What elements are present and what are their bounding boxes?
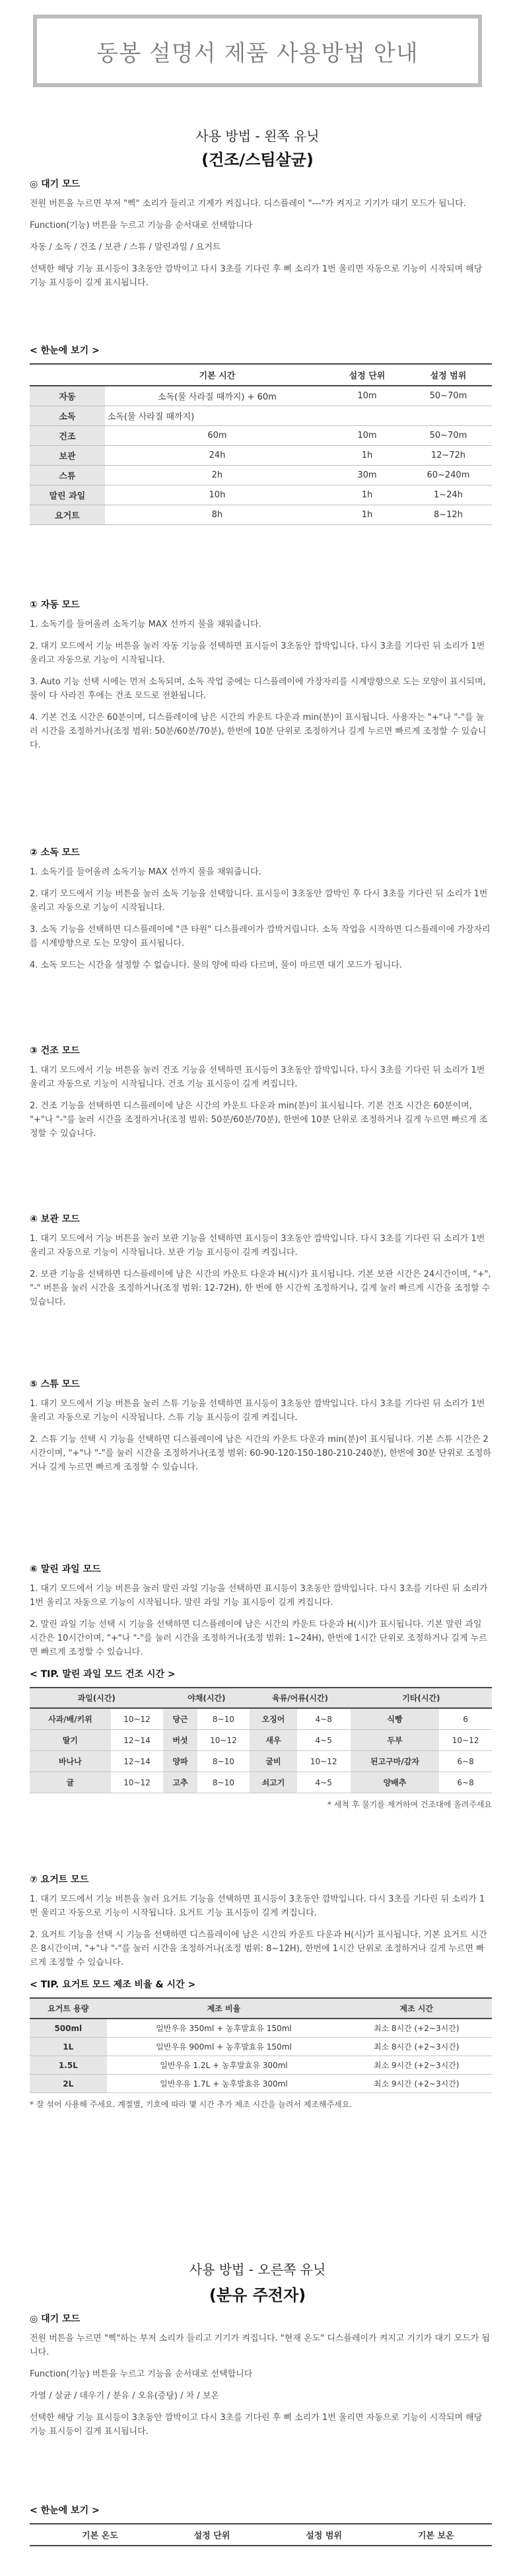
table-cell: 10~12 xyxy=(297,1751,351,1772)
table-row xyxy=(30,446,492,466)
section-heading: ③ 건조 모드 xyxy=(30,1046,80,1056)
table-cell: 오징어 xyxy=(250,1708,296,1730)
table-row xyxy=(30,505,492,525)
section-heading: ⑥ 말린 과일 모드 xyxy=(30,1564,101,1575)
paragraph: 선택한 해당 기능 표시등이 3초동안 깜박이고 다시 3초를 기다린 후 삐 소리가 1번 울리면 자동으로 기능이 시작되며 해당 기능 표시등이 길게 표시됩니다. xyxy=(30,264,483,288)
left-overview-table-section xyxy=(30,343,492,525)
paragraph: Function(기능) 버튼을 누르고 기능을 순서대로 선택합니다 xyxy=(30,2369,253,2379)
left-unit-title: 사용 방법 - 왼쪽 유닛 xyxy=(195,128,320,144)
right-unit-title: 사용 방법 - 오른쪽 유닛 xyxy=(189,2262,326,2277)
tip-caption: < TIP. 말린 과일 모드 건조 시간 > xyxy=(30,1669,176,1680)
paragraph: 선택한 해당 기능 표시등이 3초동안 깜박이고 다시 3초를 기다린 후 삐 소리가 1번 울리면 자동으로 기능이 시작되며 해당 기능 표시등이 길게 표시됩니다. xyxy=(30,2413,483,2437)
table-row xyxy=(30,2038,492,2056)
table-cell: 사과/배/키위 xyxy=(30,1708,111,1730)
paragraph: 2. 스튜 기능 선택 시 기능을 선택하면 디스플레이에 남은 시간의 카운트 다운과 min(분)이 표시됩니다. 기본 스튜 시간은 2시간이며, "+"나 "-"를 눌러 시간을 조정하거나(조정 범위: 60-90-120-150-180-210-240분), 한번에 30분 단위로 조정하거나 길게 누르면 빠르게 조정할 수 있습니다. xyxy=(30,1435,491,1472)
table-cell: 8~10 xyxy=(197,1708,250,1730)
table-row xyxy=(30,386,492,406)
table-row xyxy=(30,2019,492,2038)
table-cell: 6~8 xyxy=(439,1751,492,1772)
tip-caption: < TIP. 요거트 모드 제조 비율 & 시간 > xyxy=(30,1980,196,1990)
table-cell: 8h xyxy=(105,505,329,525)
table-cell: 일반우유 1.2L + 농후발효유 300ml xyxy=(107,2056,341,2075)
paragraph: 4. 기본 건조 시간은 60분이며, 디스플레이에 남은 시간의 카운트 다운과 min(분)이 표시됩니다. 사용자는 "+"나 "-"를 눌러 시간을 조정하거나(조정 범위: 50분/60분/70분), 한번에 10분 단위로 조정하거나 길게 누르면 빠르게 조정할 수 있습니다. xyxy=(30,713,487,750)
paragraph: 가열 / 살균 / 데우기 / 분유 / 오유(증탕) / 차 / 보온 xyxy=(30,2391,219,2401)
table-header-cell xyxy=(30,364,105,386)
table-header-cell: 기타(시간) xyxy=(351,1688,492,1708)
dried-fruit-table xyxy=(30,1687,492,1793)
section-heading: ① 자동 모드 xyxy=(30,600,80,610)
table-header-row xyxy=(30,1998,492,2019)
table-cell: 두부 xyxy=(351,1730,439,1751)
table-header-row xyxy=(30,364,492,386)
table-cell: 된고구마/감자 xyxy=(351,1751,439,1772)
right-standby-section xyxy=(30,2312,492,2447)
table-cell: 일반우유 900ml + 농후발효유 150ml xyxy=(107,2038,341,2056)
section-heading: ⑦ 요거트 모드 xyxy=(30,1875,89,1885)
table-header-cell: 설정 단위 xyxy=(156,2524,268,2546)
left-auto-section xyxy=(30,598,492,760)
table-cell: 1L xyxy=(30,2038,107,2056)
table-cell: 버섯 xyxy=(163,1730,197,1751)
table-header-row xyxy=(30,1688,492,1708)
table-cell: 보관 xyxy=(30,446,105,466)
table-cell: 최소 8시간 (+2~3시간) xyxy=(341,2019,492,2038)
table-cell: 60m xyxy=(105,426,329,446)
paragraph: 1. 소독기를 들어올려 소독기능 MAX 선까지 물을 채워줍니다. xyxy=(30,867,261,877)
table-cell: 4~5 xyxy=(297,1730,351,1751)
table-cell: 12~14 xyxy=(111,1730,164,1751)
table-header-cell: 설정 단위 xyxy=(329,364,405,386)
table-cell: 12~14 xyxy=(111,1751,164,1772)
table-cell: 4~8 xyxy=(297,1708,351,1730)
table-cell: 2h xyxy=(105,466,329,485)
paragraph: 1. 대기 모드에서 기능 버튼을 눌러 건조 기능을 선택하면 표시등이 3초동안 깜박입니다. 다시 3초를 기다린 뒤 소리가 1번 울리고 자동으로 기능이 시작됩니다. 건조 기능 표시등이 길게 켜집니다. xyxy=(30,1065,485,1089)
left-sterilize-section xyxy=(30,845,492,980)
table-cell: 소독(물 사라질 때까지) xyxy=(105,406,492,426)
table-header-cell: 야채(시간) xyxy=(163,1688,250,1708)
table-row xyxy=(30,1730,492,1751)
table-header-cell: 기본 온도 xyxy=(44,2524,156,2546)
table-cell: 일반우유 1.7L + 농후발효유 300ml xyxy=(107,2075,341,2093)
table-header-cell: 설정 범위 xyxy=(405,364,492,386)
table-cell: 50~70m xyxy=(405,386,492,406)
tip-note: * 잘 섞어 사용해 주세요. 계절별, 기호에 따라 몇 시간 추가 제조 시간을 늘려서 제조해주세요. xyxy=(30,2100,353,2109)
paragraph: 2. 대기 모드에서 기능 버튼을 눌러 소독 기능을 선택합니다. 표시등이 3초동안 깜박인 후 다시 3초를 기다린 뒤 소리가 1번 울리고 자동으로 기능이 시작됩니다. xyxy=(30,889,488,913)
table-row xyxy=(30,1772,492,1793)
table-cell: 일반우유 350ml + 농후발효유 150ml xyxy=(107,2019,341,2038)
table-cell: 6 xyxy=(439,1708,492,1730)
table-cell: 새우 xyxy=(250,1730,296,1751)
table-header-cell: 요거트 용량 xyxy=(30,1998,107,2019)
table-cell: 30m xyxy=(329,466,405,485)
table-header-cell: 기본 시간 xyxy=(105,364,329,386)
table-caption: < 한눈에 보기 > xyxy=(30,345,100,356)
paragraph: 3. Auto 기능 선택 시에는 먼저 소독되며, 소독 작업 중에는 디스플레이에 가장자리를 시계방향으로 도는 모양이 표시되며, 물이 다 사라진 후에는 건조 모드로 전환됩니다. xyxy=(30,677,486,701)
section-heading: ④ 보관 모드 xyxy=(30,1214,80,1225)
table-header-cell: 제조 시간 xyxy=(341,1998,492,2019)
paragraph: 전원 버튼을 누르면 부저 "삑" 소리가 들리고 기계가 켜집니다. 디스플레이 "---"가 켜지고 기기가 대기 모드가 됩니다. xyxy=(30,199,466,209)
right-unit-subtitle: (분유 주전자) xyxy=(209,2286,306,2305)
section-heading: ◎ 대기 모드 xyxy=(30,2314,81,2324)
table-row xyxy=(30,2056,492,2075)
table-header-row xyxy=(30,2524,492,2546)
table-cell: 굴비 xyxy=(250,1751,296,1772)
table-cell: 8~12h xyxy=(405,505,492,525)
paragraph: 4. 소독 모드는 시간을 설정할 수 없습니다. 물의 양에 따라 다르며, 물이 마르면 대기 모드가 됩니다. xyxy=(30,960,402,970)
left-store-section xyxy=(30,1212,492,1317)
table-cell: 1.5L xyxy=(30,2056,107,2075)
table-cell: 건조 xyxy=(30,426,105,446)
table-cell: 최소 9시간 (+2~3시간) xyxy=(341,2075,492,2093)
table-cell: 1h xyxy=(329,485,405,505)
table-cell: 최소 9시간 (+2~3시간) xyxy=(341,2056,492,2075)
table-header-cell: 육류/어류(시간) xyxy=(250,1688,350,1708)
table-header-cell: 설정 범위 xyxy=(268,2524,380,2546)
table-cell: 고추 xyxy=(163,1772,197,1793)
tip-note: * 세척 후 물기를 제거하여 건조대에 올려주세요 xyxy=(327,1800,492,1809)
table-cell: 24h xyxy=(105,446,329,466)
table-cell: 바나나 xyxy=(30,1751,111,1772)
paragraph: 1. 대기 모드에서 기능 버튼을 눌러 스튜 기능을 선택하면 표시등이 3초동안 깜박입니다. 다시 3초를 기다린 뒤 소리가 1번 울리고 자동으로 기능이 시작됩니다. 스튜 기능 표시등이 길게 켜집니다. xyxy=(30,1399,485,1423)
banner-title: 동봉 설명서 제품 사용방법 안내 xyxy=(96,40,419,67)
table-cell: 60~240m xyxy=(405,466,492,485)
table-cell: 4~5 xyxy=(297,1772,351,1793)
table-row xyxy=(30,485,492,505)
paragraph: 1. 대기 모드에서 기능 버튼을 눌러 보관 기능을 선택하면 표시등이 3초동안 깜박입니다. 다시 3초를 기다린 뒤 소리가 1번 울리고 자동으로 기능이 시작됩니다. 보관 기능 표시등이 길게 켜집니다. xyxy=(30,1234,485,1258)
table-cell: 쇠고기 xyxy=(250,1772,296,1793)
paragraph: 1. 대기 모드에서 기능 버튼을 눌러 요거트 기능을 선택하면 표시등이 3초동안 깜박입니다. 다시 3초를 기다린 뒤 소리가 1번 울리고 자동으로 기능이 시작됩니다. 요거트 기능 표시등이 길게 켜집니다. xyxy=(30,1894,485,1918)
paragraph: 2. 보관 기능을 선택하면 디스플레이에 남은 시간의 카운트 다운과 H(시)가 표시됩니다. 기본 보관 시간은 24시간이며, "+", "-" 버튼을 눌러 시간을 조정하거나(조정 범위: 12-72H), 한 번에 한 시간씩 조정하거나, 길게 눌러 빠르게 시간을 조정할 수 있습니다. xyxy=(30,1270,491,1307)
table-row xyxy=(30,1708,492,1730)
table-cell: 10m xyxy=(329,386,405,406)
table-cell: 딸기 xyxy=(30,1730,111,1751)
table-cell: 10~12 xyxy=(111,1772,164,1793)
table-header-cell: 제조 비율 xyxy=(107,1998,341,2019)
paragraph: 2. 건조 기능을 선택하면 디스플레이에 남은 시간의 카운트 다운과 min(분)이 표시됩니다. 기본 건조 시간은 60분이며, "+"나 "-"를 눌러 시간을 조정하거나(조정 범위: 50분/60분/70분), 한번에 10분 단위로 조정하거나 길게 누르면 빠르게 조정할 수 있습니다. xyxy=(30,1101,488,1139)
overview-table xyxy=(30,363,492,525)
paragraph: Function(기능) 버튼을 누르고 기능을 순서대로 선택합니다 xyxy=(30,221,253,231)
right-overview-table xyxy=(30,2523,492,2546)
paragraph: 2. 말린 과일 기능 선택 시 기능을 선택하면 디스플레이에 남은 시간의 카운트 다운과 H(시)가 표시됩니다. 기본 말린 과일 시간은 10시간이며, "+"나 "-"를 눌러 시간을 조정하거나(조정 범위: 1~24H), 한번에 1시간 단위로 조정하거나 길게 누르면 빠르게 조정할 수 있습니다. xyxy=(30,1620,487,1657)
table-cell: 귤 xyxy=(30,1772,111,1793)
table-cell: 10~12 xyxy=(111,1708,164,1730)
left-stew-section xyxy=(30,1377,492,1482)
section-heading: ② 소독 모드 xyxy=(30,847,80,858)
yogurt-table xyxy=(30,1997,492,2093)
table-row xyxy=(30,1751,492,1772)
table-cell: 6~8 xyxy=(439,1772,492,1793)
paragraph: 전원 버튼을 누르면 "삑"하는 부저 소리가 들리고 기기가 켜집니다. "현재 온도" 디스플레이가 켜지고 기기가 대기 모드가 됩니다. xyxy=(30,2334,490,2357)
left-dried-fruit-section xyxy=(30,1562,492,1810)
table-cell: 스튜 xyxy=(30,466,105,485)
table-cell: 50~70m xyxy=(405,426,492,446)
section-heading: ◎ 대기 모드 xyxy=(30,179,81,190)
banner xyxy=(33,15,482,87)
table-cell: 10h xyxy=(105,485,329,505)
table-cell: 소독 xyxy=(30,406,105,426)
table-cell: 양파 xyxy=(163,1751,197,1772)
table-cell: 자동 xyxy=(30,386,105,406)
paragraph: 3. 소독 기능을 선택하면 디스플레이에 "큰 타원" 디스플레이가 깜박거립니다. 소독 작업을 시작하면 디스플레이에 가장자리를 시계방향으로 도는 모양이 표시됩니다. xyxy=(30,925,491,948)
table-cell: 식빵 xyxy=(351,1708,439,1730)
table-cell: 2L xyxy=(30,2075,107,2093)
paragraph: 2. 대기 모드에서 기능 버튼을 눌러 자동 기능을 선택하면 표시등이 3초동안 깜박입니다. 다시 3초를 기다린 뒤 소리가 1번 울리고 자동으로 기능이 시작됩니다. xyxy=(30,641,485,665)
table-row xyxy=(30,406,492,426)
paragraph: 1. 대기 모드에서 기능 버튼을 눌러 말린 과일 기능을 선택하면 표시등이 3초동안 깜박입니다. 다시 3초를 기다린 뒤 소리가 1번 울리고 자동으로 기능이 시작됩니다. 말린 과일 기능 표시등이 길게 켜집니다. xyxy=(30,1584,488,1608)
table-header-cell xyxy=(30,2524,44,2546)
left-dry-section xyxy=(30,1044,492,1149)
table-cell: 8~10 xyxy=(197,1772,250,1793)
left-yogurt-section xyxy=(30,1873,492,2111)
table-cell: 1h xyxy=(329,505,405,525)
table-row xyxy=(30,426,492,446)
table-cell: 1h xyxy=(329,446,405,466)
section-heading: ⑤ 스튜 모드 xyxy=(30,1379,80,1390)
table-cell: 요거트 xyxy=(30,505,105,525)
table-caption: < 한눈에 보기 > xyxy=(30,2505,100,2516)
table-cell: 소독(물 사라질 때까지) + 60m xyxy=(105,386,329,406)
left-standby-section xyxy=(30,177,492,298)
table-cell: 말린 과일 xyxy=(30,485,105,505)
table-cell: 12~72h xyxy=(405,446,492,466)
paragraph: 1. 소독기를 들어올려 소독기능 MAX 선까지 물을 채워줍니다. xyxy=(30,620,261,629)
table-cell: 10~12 xyxy=(197,1730,250,1751)
left-unit-subtitle: (건조/스팀살균) xyxy=(201,151,314,169)
table-cell: 10~12 xyxy=(439,1730,492,1751)
table-header-cell: 기본 보온 xyxy=(380,2524,492,2546)
table-cell: 500ml xyxy=(30,2019,107,2038)
table-cell: 1~24h xyxy=(405,485,492,505)
table-cell: 당근 xyxy=(163,1708,197,1730)
table-cell: 8~10 xyxy=(197,1751,250,1772)
table-header-cell: 과일(시간) xyxy=(30,1688,163,1708)
right-overview-table-section xyxy=(30,2503,492,2546)
table-cell: 10m xyxy=(329,426,405,446)
table-cell: 최소 8시간 (+2~3시간) xyxy=(341,2038,492,2056)
paragraph: 자동 / 소독 / 건조 / 보관 / 스튜 / 말린과일 / 요거트 xyxy=(30,242,221,252)
table-row xyxy=(30,2075,492,2093)
table-row xyxy=(30,466,492,485)
table-cell: 양배추 xyxy=(351,1772,439,1793)
paragraph: 2. 요거트 기능을 선택 시 기능을 선택하면 디스플레이에 남은 시간의 카운트 다운과 H(시)가 표시됩니다. 기본 요거트 시간은 8시간이며, "+"나 "-"를 눌러 시간을 조정하거나(조정 범위: 8~12H), 한번에 1시간 단위로 조정하거나 길게 누르면 빠르게 조정할 수 있습니다. xyxy=(30,1930,487,1968)
